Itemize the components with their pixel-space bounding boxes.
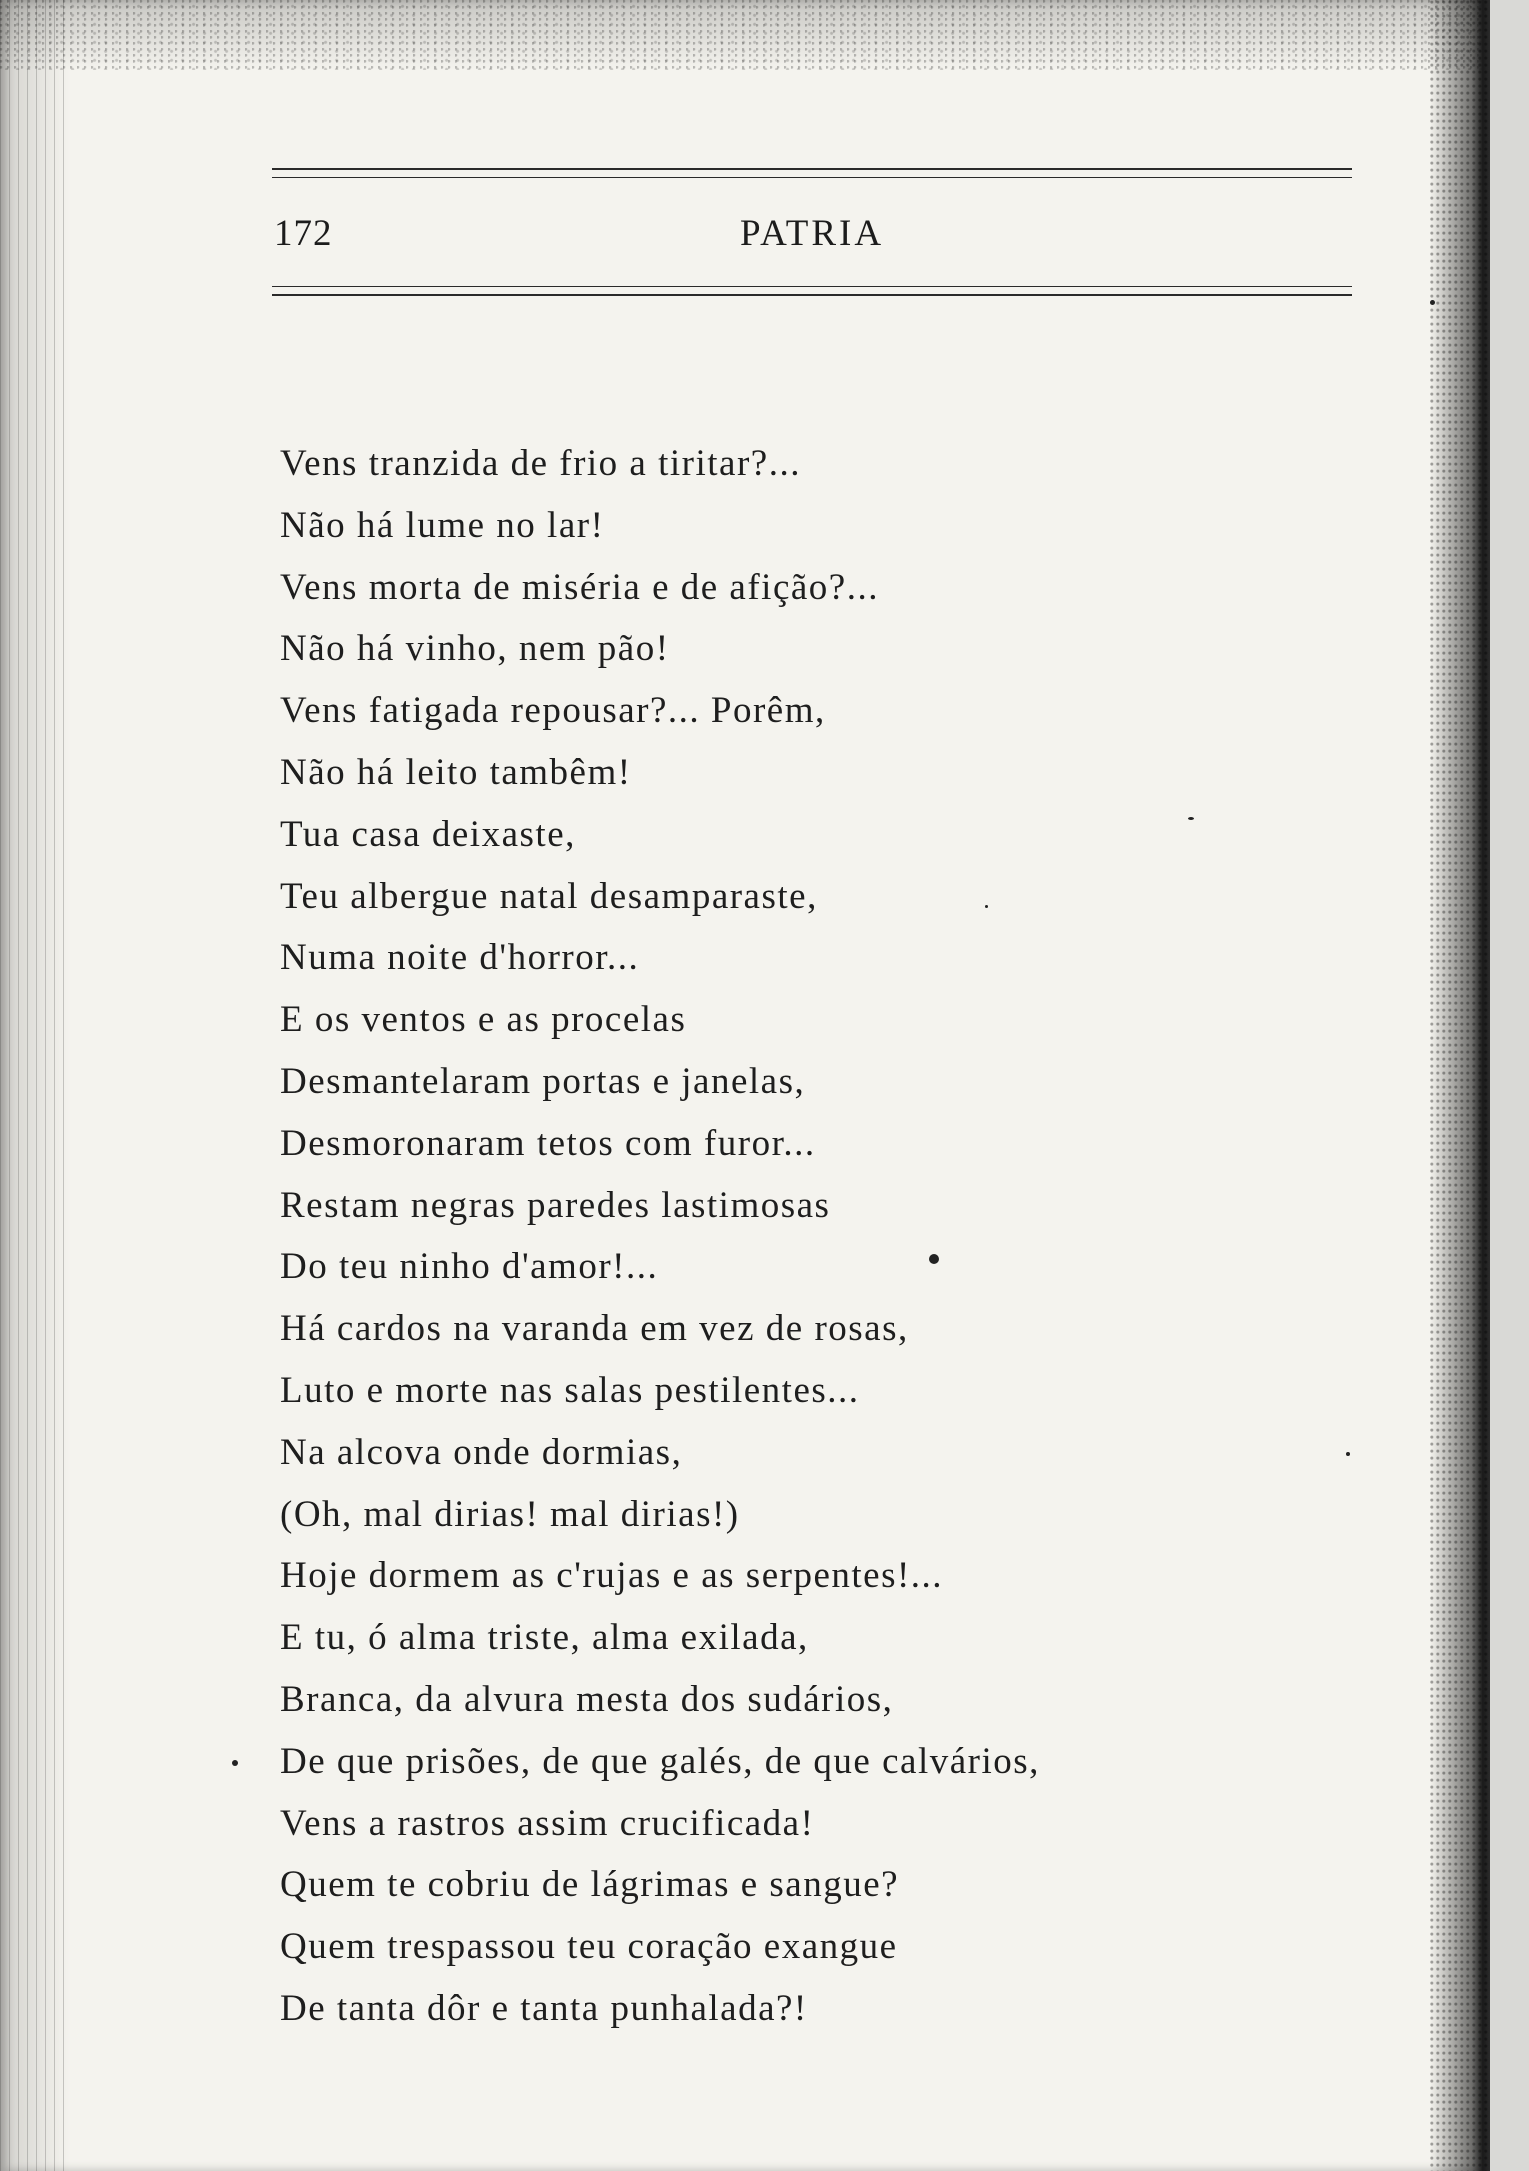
poem-line: Hoje dormem as c'rujas e as serpentes!... — [280, 1555, 944, 1597]
poem-line: Vens fatigada repousar?... Porêm, — [280, 690, 826, 732]
poem-line: Restam negras paredes lastimosas — [280, 1184, 831, 1226]
poem-line: Na alcova onde dormias, — [280, 1431, 683, 1473]
poem-line: Há cardos na varanda em vez de rosas, — [280, 1308, 909, 1350]
poem-line: (Oh, mal dirias! mal dirias!) — [280, 1493, 740, 1535]
poem-line: Não há vinho, nem pão! — [280, 628, 670, 670]
poem-line: Tua casa deixaste, — [280, 813, 576, 855]
poem-line: Não há lume no lar! — [280, 504, 605, 546]
poem-line: Quem trespassou teu coração exangue — [280, 1926, 898, 1968]
header-rule-top — [272, 168, 1352, 170]
poem-line: E os ventos e as procelas — [280, 999, 687, 1041]
poem-line: Teu albergue natal desamparaste, — [280, 875, 818, 917]
poem-body — [280, 433, 1280, 2040]
running-head — [272, 168, 1352, 298]
poem-line: Do teu ninho d'amor!... — [280, 1246, 659, 1288]
poem-line: Vens a rastros assim crucificada! — [280, 1802, 815, 1844]
header-rule-bottom — [272, 294, 1352, 296]
poem-line: Desmoronaram tetos com furor... — [280, 1122, 816, 1164]
binding-shadow — [0, 0, 70, 2171]
header-rule-bottom-thin — [272, 286, 1352, 287]
poem-line: E tu, ó alma triste, alma exilada, — [280, 1617, 809, 1659]
page-number: 172 — [274, 213, 333, 254]
page-right-edge — [1430, 0, 1490, 2171]
poem-line: Numa noite d'horror... — [280, 937, 640, 979]
poem-line: Quem te cobriu de lágrimas e sangue? — [280, 1864, 900, 1906]
header-rule-top-thin — [272, 177, 1352, 178]
poem-line: Vens tranzida de frio a tiritar?... — [280, 443, 801, 484]
scan-top-edge — [0, 0, 1490, 70]
poem-line: De tanta dôr e tanta punhalada?! — [280, 1987, 808, 2029]
poem-line: Luto e morte nas salas pestilentes... — [280, 1369, 860, 1411]
poem-line: Branca, da alvura mesta dos sudários, — [280, 1678, 894, 1720]
poem-line: De que prisões, de que galés, de que calvários, — [280, 1740, 1040, 1782]
poem-line: Desmantelaram portas e janelas, — [280, 1060, 806, 1102]
poem-line: Vens morta de miséria e de afição?... — [280, 566, 879, 608]
page-title: PATRIA — [739, 213, 885, 254]
poem-line: Não há leito tambêm! — [280, 751, 632, 793]
